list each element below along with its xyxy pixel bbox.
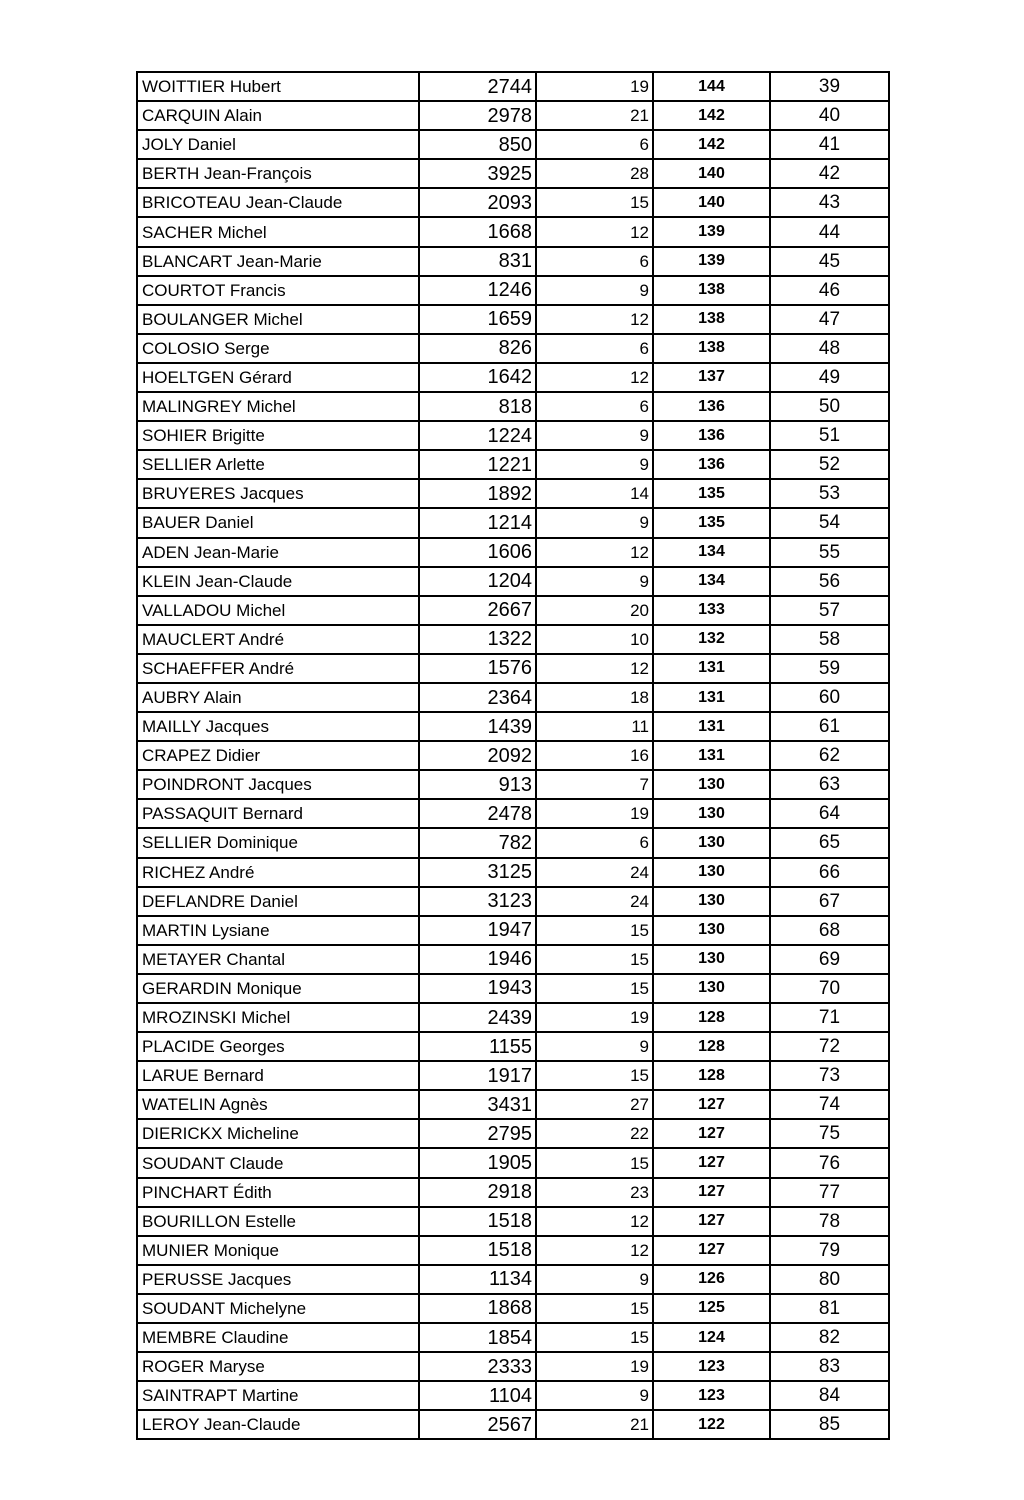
total-score-cell: 1221 [419, 450, 536, 479]
table-row [137, 188, 889, 217]
table-row [137, 799, 889, 828]
rank-cell: 68 [770, 916, 889, 945]
games-count-cell: 9 [536, 1032, 653, 1061]
total-score-cell: 3123 [419, 887, 536, 916]
average-score-cell: 130 [653, 828, 770, 857]
total-score-cell: 1854 [419, 1323, 536, 1352]
player-name-cell: POINDRONT Jacques [137, 770, 419, 799]
games-count-cell: 9 [536, 1381, 653, 1410]
rank-cell: 76 [770, 1148, 889, 1177]
rank-cell: 72 [770, 1032, 889, 1061]
table-row [137, 363, 889, 392]
total-score-cell: 3125 [419, 858, 536, 887]
total-score-cell: 1155 [419, 1032, 536, 1061]
results-table [136, 71, 890, 1440]
rank-cell: 46 [770, 276, 889, 305]
total-score-cell: 3431 [419, 1090, 536, 1119]
games-count-cell: 15 [536, 974, 653, 1003]
games-count-cell: 27 [536, 1090, 653, 1119]
average-score-cell: 130 [653, 858, 770, 887]
average-score-cell: 130 [653, 945, 770, 974]
total-score-cell: 1439 [419, 712, 536, 741]
total-score-cell: 2439 [419, 1003, 536, 1032]
table-row [137, 1207, 889, 1236]
games-count-cell: 23 [536, 1178, 653, 1207]
table-row [137, 1003, 889, 1032]
player-name-cell: PASSAQUIT Bernard [137, 799, 419, 828]
player-name-cell: ADEN Jean-Marie [137, 538, 419, 567]
average-score-cell: 138 [653, 276, 770, 305]
player-name-cell: HOELTGEN Gérard [137, 363, 419, 392]
player-name-cell: KLEIN Jean-Claude [137, 567, 419, 596]
player-name-cell: SELLIER Arlette [137, 450, 419, 479]
total-score-cell: 1946 [419, 945, 536, 974]
player-name-cell: SOUDANT Michelyne [137, 1294, 419, 1323]
player-name-cell: MUNIER Monique [137, 1236, 419, 1265]
player-name-cell: SOHIER Brigitte [137, 421, 419, 450]
table-row [137, 683, 889, 712]
table-row [137, 654, 889, 683]
average-score-cell: 128 [653, 1061, 770, 1090]
average-score-cell: 123 [653, 1381, 770, 1410]
table-row [137, 538, 889, 567]
player-name-cell: SCHAEFFER André [137, 654, 419, 683]
average-score-cell: 138 [653, 334, 770, 363]
table-row [137, 72, 889, 101]
total-score-cell: 1214 [419, 508, 536, 537]
games-count-cell: 14 [536, 479, 653, 508]
table-row [137, 1178, 889, 1207]
games-count-cell: 12 [536, 1207, 653, 1236]
average-score-cell: 134 [653, 538, 770, 567]
average-score-cell: 127 [653, 1178, 770, 1207]
rank-cell: 52 [770, 450, 889, 479]
player-name-cell: MALINGREY Michel [137, 392, 419, 421]
table-row [137, 392, 889, 421]
table-row [137, 712, 889, 741]
rank-cell: 75 [770, 1119, 889, 1148]
player-name-cell: DIERICKX Micheline [137, 1119, 419, 1148]
rank-cell: 39 [770, 72, 889, 101]
table-row [137, 974, 889, 1003]
table-row [137, 130, 889, 159]
table-row [137, 1352, 889, 1381]
games-count-cell: 21 [536, 1410, 653, 1439]
rank-cell: 84 [770, 1381, 889, 1410]
rank-cell: 43 [770, 188, 889, 217]
total-score-cell: 1204 [419, 567, 536, 596]
games-count-cell: 6 [536, 334, 653, 363]
rank-cell: 81 [770, 1294, 889, 1323]
total-score-cell: 2978 [419, 101, 536, 130]
player-name-cell: BOULANGER Michel [137, 305, 419, 334]
average-score-cell: 132 [653, 625, 770, 654]
table-row [137, 159, 889, 188]
player-name-cell: COLOSIO Serge [137, 334, 419, 363]
total-score-cell: 913 [419, 770, 536, 799]
table-row [137, 1323, 889, 1352]
rank-cell: 64 [770, 799, 889, 828]
table-row [137, 247, 889, 276]
table-row [137, 596, 889, 625]
rank-cell: 79 [770, 1236, 889, 1265]
games-count-cell: 15 [536, 1148, 653, 1177]
average-score-cell: 131 [653, 654, 770, 683]
games-count-cell: 28 [536, 159, 653, 188]
total-score-cell: 1134 [419, 1265, 536, 1294]
rank-cell: 61 [770, 712, 889, 741]
table-row [137, 1148, 889, 1177]
games-count-cell: 6 [536, 828, 653, 857]
total-score-cell: 818 [419, 392, 536, 421]
table-row [137, 1294, 889, 1323]
rank-cell: 41 [770, 130, 889, 159]
total-score-cell: 2744 [419, 72, 536, 101]
average-score-cell: 136 [653, 392, 770, 421]
player-name-cell: AUBRY Alain [137, 683, 419, 712]
table-row [137, 305, 889, 334]
rank-cell: 51 [770, 421, 889, 450]
average-score-cell: 134 [653, 567, 770, 596]
average-score-cell: 136 [653, 421, 770, 450]
average-score-cell: 135 [653, 508, 770, 537]
player-name-cell: PLACIDE Georges [137, 1032, 419, 1061]
total-score-cell: 1322 [419, 625, 536, 654]
player-name-cell: METAYER Chantal [137, 945, 419, 974]
games-count-cell: 15 [536, 1061, 653, 1090]
average-score-cell: 130 [653, 799, 770, 828]
player-name-cell: LARUE Bernard [137, 1061, 419, 1090]
rank-cell: 49 [770, 363, 889, 392]
average-score-cell: 127 [653, 1119, 770, 1148]
average-score-cell: 139 [653, 247, 770, 276]
total-score-cell: 1947 [419, 916, 536, 945]
table-row [137, 741, 889, 770]
rank-cell: 69 [770, 945, 889, 974]
table-row [137, 1061, 889, 1090]
games-count-cell: 16 [536, 741, 653, 770]
average-score-cell: 140 [653, 159, 770, 188]
player-name-cell: WATELIN Agnès [137, 1090, 419, 1119]
total-score-cell: 1606 [419, 538, 536, 567]
player-name-cell: MEMBRE Claudine [137, 1323, 419, 1352]
games-count-cell: 15 [536, 1323, 653, 1352]
player-name-cell: VALLADOU Michel [137, 596, 419, 625]
games-count-cell: 12 [536, 1236, 653, 1265]
rank-cell: 48 [770, 334, 889, 363]
average-score-cell: 123 [653, 1352, 770, 1381]
rank-cell: 74 [770, 1090, 889, 1119]
player-name-cell: CARQUIN Alain [137, 101, 419, 130]
player-name-cell: BAUER Daniel [137, 508, 419, 537]
average-score-cell: 136 [653, 450, 770, 479]
games-count-cell: 9 [536, 276, 653, 305]
games-count-cell: 12 [536, 363, 653, 392]
total-score-cell: 2364 [419, 683, 536, 712]
table-row [137, 567, 889, 596]
games-count-cell: 15 [536, 1294, 653, 1323]
rank-cell: 78 [770, 1207, 889, 1236]
table-row [137, 276, 889, 305]
player-name-cell: SACHER Michel [137, 217, 419, 246]
rank-cell: 85 [770, 1410, 889, 1439]
table-row [137, 101, 889, 130]
total-score-cell: 1576 [419, 654, 536, 683]
player-name-cell: MAILLY Jacques [137, 712, 419, 741]
rank-cell: 57 [770, 596, 889, 625]
total-score-cell: 2795 [419, 1119, 536, 1148]
total-score-cell: 1224 [419, 421, 536, 450]
table-row [137, 1236, 889, 1265]
total-score-cell: 1246 [419, 276, 536, 305]
games-count-cell: 22 [536, 1119, 653, 1148]
rank-cell: 63 [770, 770, 889, 799]
rank-cell: 60 [770, 683, 889, 712]
table-row [137, 479, 889, 508]
table-row [137, 1032, 889, 1061]
total-score-cell: 1892 [419, 479, 536, 508]
rank-cell: 59 [770, 654, 889, 683]
total-score-cell: 2093 [419, 188, 536, 217]
rank-cell: 66 [770, 858, 889, 887]
rank-cell: 58 [770, 625, 889, 654]
player-name-cell: SELLIER Dominique [137, 828, 419, 857]
total-score-cell: 1943 [419, 974, 536, 1003]
player-name-cell: ROGER Maryse [137, 1352, 419, 1381]
average-score-cell: 127 [653, 1090, 770, 1119]
games-count-cell: 9 [536, 508, 653, 537]
games-count-cell: 12 [536, 305, 653, 334]
games-count-cell: 9 [536, 421, 653, 450]
rank-cell: 83 [770, 1352, 889, 1381]
table-row [137, 1265, 889, 1294]
table-row [137, 625, 889, 654]
rank-cell: 67 [770, 887, 889, 916]
games-count-cell: 12 [536, 654, 653, 683]
games-count-cell: 21 [536, 101, 653, 130]
player-name-cell: GERARDIN Monique [137, 974, 419, 1003]
average-score-cell: 127 [653, 1148, 770, 1177]
table-row [137, 421, 889, 450]
player-name-cell: BRUYERES Jacques [137, 479, 419, 508]
rank-cell: 45 [770, 247, 889, 276]
games-count-cell: 11 [536, 712, 653, 741]
table-row [137, 887, 889, 916]
table-row [137, 1410, 889, 1439]
rank-cell: 62 [770, 741, 889, 770]
rank-cell: 44 [770, 217, 889, 246]
average-score-cell: 130 [653, 916, 770, 945]
rank-cell: 77 [770, 1178, 889, 1207]
games-count-cell: 15 [536, 188, 653, 217]
games-count-cell: 9 [536, 450, 653, 479]
total-score-cell: 1642 [419, 363, 536, 392]
average-score-cell: 142 [653, 101, 770, 130]
games-count-cell: 15 [536, 916, 653, 945]
total-score-cell: 1868 [419, 1294, 536, 1323]
player-name-cell: LEROY Jean-Claude [137, 1410, 419, 1439]
player-name-cell: BRICOTEAU Jean-Claude [137, 188, 419, 217]
games-count-cell: 7 [536, 770, 653, 799]
table-row [137, 508, 889, 537]
table-row [137, 916, 889, 945]
table-row [137, 1381, 889, 1410]
table-row [137, 770, 889, 799]
average-score-cell: 127 [653, 1207, 770, 1236]
player-name-cell: MARTIN Lysiane [137, 916, 419, 945]
average-score-cell: 130 [653, 887, 770, 916]
rank-cell: 54 [770, 508, 889, 537]
games-count-cell: 6 [536, 130, 653, 159]
average-score-cell: 140 [653, 188, 770, 217]
rank-cell: 80 [770, 1265, 889, 1294]
total-score-cell: 3925 [419, 159, 536, 188]
average-score-cell: 125 [653, 1294, 770, 1323]
average-score-cell: 128 [653, 1032, 770, 1061]
total-score-cell: 850 [419, 130, 536, 159]
rank-cell: 71 [770, 1003, 889, 1032]
total-score-cell: 2333 [419, 1352, 536, 1381]
table-row [137, 1090, 889, 1119]
player-name-cell: SOUDANT Claude [137, 1148, 419, 1177]
average-score-cell: 133 [653, 596, 770, 625]
games-count-cell: 12 [536, 217, 653, 246]
player-name-cell: CRAPEZ Didier [137, 741, 419, 770]
player-name-cell: MAUCLERT André [137, 625, 419, 654]
total-score-cell: 2478 [419, 799, 536, 828]
rank-cell: 55 [770, 538, 889, 567]
rank-cell: 42 [770, 159, 889, 188]
rank-cell: 53 [770, 479, 889, 508]
average-score-cell: 131 [653, 741, 770, 770]
games-count-cell: 19 [536, 799, 653, 828]
average-score-cell: 142 [653, 130, 770, 159]
average-score-cell: 137 [653, 363, 770, 392]
player-name-cell: COURTOT Francis [137, 276, 419, 305]
average-score-cell: 131 [653, 712, 770, 741]
average-score-cell: 139 [653, 217, 770, 246]
games-count-cell: 24 [536, 858, 653, 887]
table-row [137, 858, 889, 887]
rank-cell: 50 [770, 392, 889, 421]
player-name-cell: BERTH Jean-François [137, 159, 419, 188]
results-table-body [137, 72, 889, 1439]
average-score-cell: 130 [653, 974, 770, 1003]
average-score-cell: 122 [653, 1410, 770, 1439]
total-score-cell: 1668 [419, 217, 536, 246]
player-name-cell: BLANCART Jean-Marie [137, 247, 419, 276]
rank-cell: 82 [770, 1323, 889, 1352]
total-score-cell: 1659 [419, 305, 536, 334]
rank-cell: 56 [770, 567, 889, 596]
player-name-cell: MROZINSKI Michel [137, 1003, 419, 1032]
player-name-cell: PERUSSE Jacques [137, 1265, 419, 1294]
games-count-cell: 6 [536, 247, 653, 276]
player-name-cell: JOLY Daniel [137, 130, 419, 159]
average-score-cell: 124 [653, 1323, 770, 1352]
average-score-cell: 135 [653, 479, 770, 508]
rank-cell: 70 [770, 974, 889, 1003]
player-name-cell: BOURILLON Estelle [137, 1207, 419, 1236]
total-score-cell: 826 [419, 334, 536, 363]
table-row [137, 334, 889, 363]
total-score-cell: 1518 [419, 1236, 536, 1265]
games-count-cell: 9 [536, 567, 653, 596]
games-count-cell: 24 [536, 887, 653, 916]
rank-cell: 73 [770, 1061, 889, 1090]
total-score-cell: 2092 [419, 741, 536, 770]
games-count-cell: 19 [536, 72, 653, 101]
average-score-cell: 138 [653, 305, 770, 334]
player-name-cell: WOITTIER Hubert [137, 72, 419, 101]
total-score-cell: 782 [419, 828, 536, 857]
average-score-cell: 130 [653, 770, 770, 799]
player-name-cell: SAINTRAPT Martine [137, 1381, 419, 1410]
average-score-cell: 126 [653, 1265, 770, 1294]
total-score-cell: 831 [419, 247, 536, 276]
games-count-cell: 15 [536, 945, 653, 974]
games-count-cell: 9 [536, 1265, 653, 1294]
table-row [137, 828, 889, 857]
total-score-cell: 2567 [419, 1410, 536, 1439]
player-name-cell: DEFLANDRE Daniel [137, 887, 419, 916]
rank-cell: 65 [770, 828, 889, 857]
average-score-cell: 128 [653, 1003, 770, 1032]
games-count-cell: 19 [536, 1352, 653, 1381]
total-score-cell: 1104 [419, 1381, 536, 1410]
average-score-cell: 144 [653, 72, 770, 101]
games-count-cell: 6 [536, 392, 653, 421]
rank-cell: 40 [770, 101, 889, 130]
player-name-cell: RICHEZ André [137, 858, 419, 887]
games-count-cell: 20 [536, 596, 653, 625]
table-row [137, 1119, 889, 1148]
total-score-cell: 2918 [419, 1178, 536, 1207]
games-count-cell: 19 [536, 1003, 653, 1032]
total-score-cell: 1518 [419, 1207, 536, 1236]
rank-cell: 47 [770, 305, 889, 334]
total-score-cell: 1917 [419, 1061, 536, 1090]
total-score-cell: 1905 [419, 1148, 536, 1177]
table-row [137, 945, 889, 974]
table-row [137, 450, 889, 479]
player-name-cell: PINCHART Édith [137, 1178, 419, 1207]
games-count-cell: 10 [536, 625, 653, 654]
average-score-cell: 131 [653, 683, 770, 712]
games-count-cell: 12 [536, 538, 653, 567]
total-score-cell: 2667 [419, 596, 536, 625]
table-row [137, 217, 889, 246]
games-count-cell: 18 [536, 683, 653, 712]
average-score-cell: 127 [653, 1236, 770, 1265]
